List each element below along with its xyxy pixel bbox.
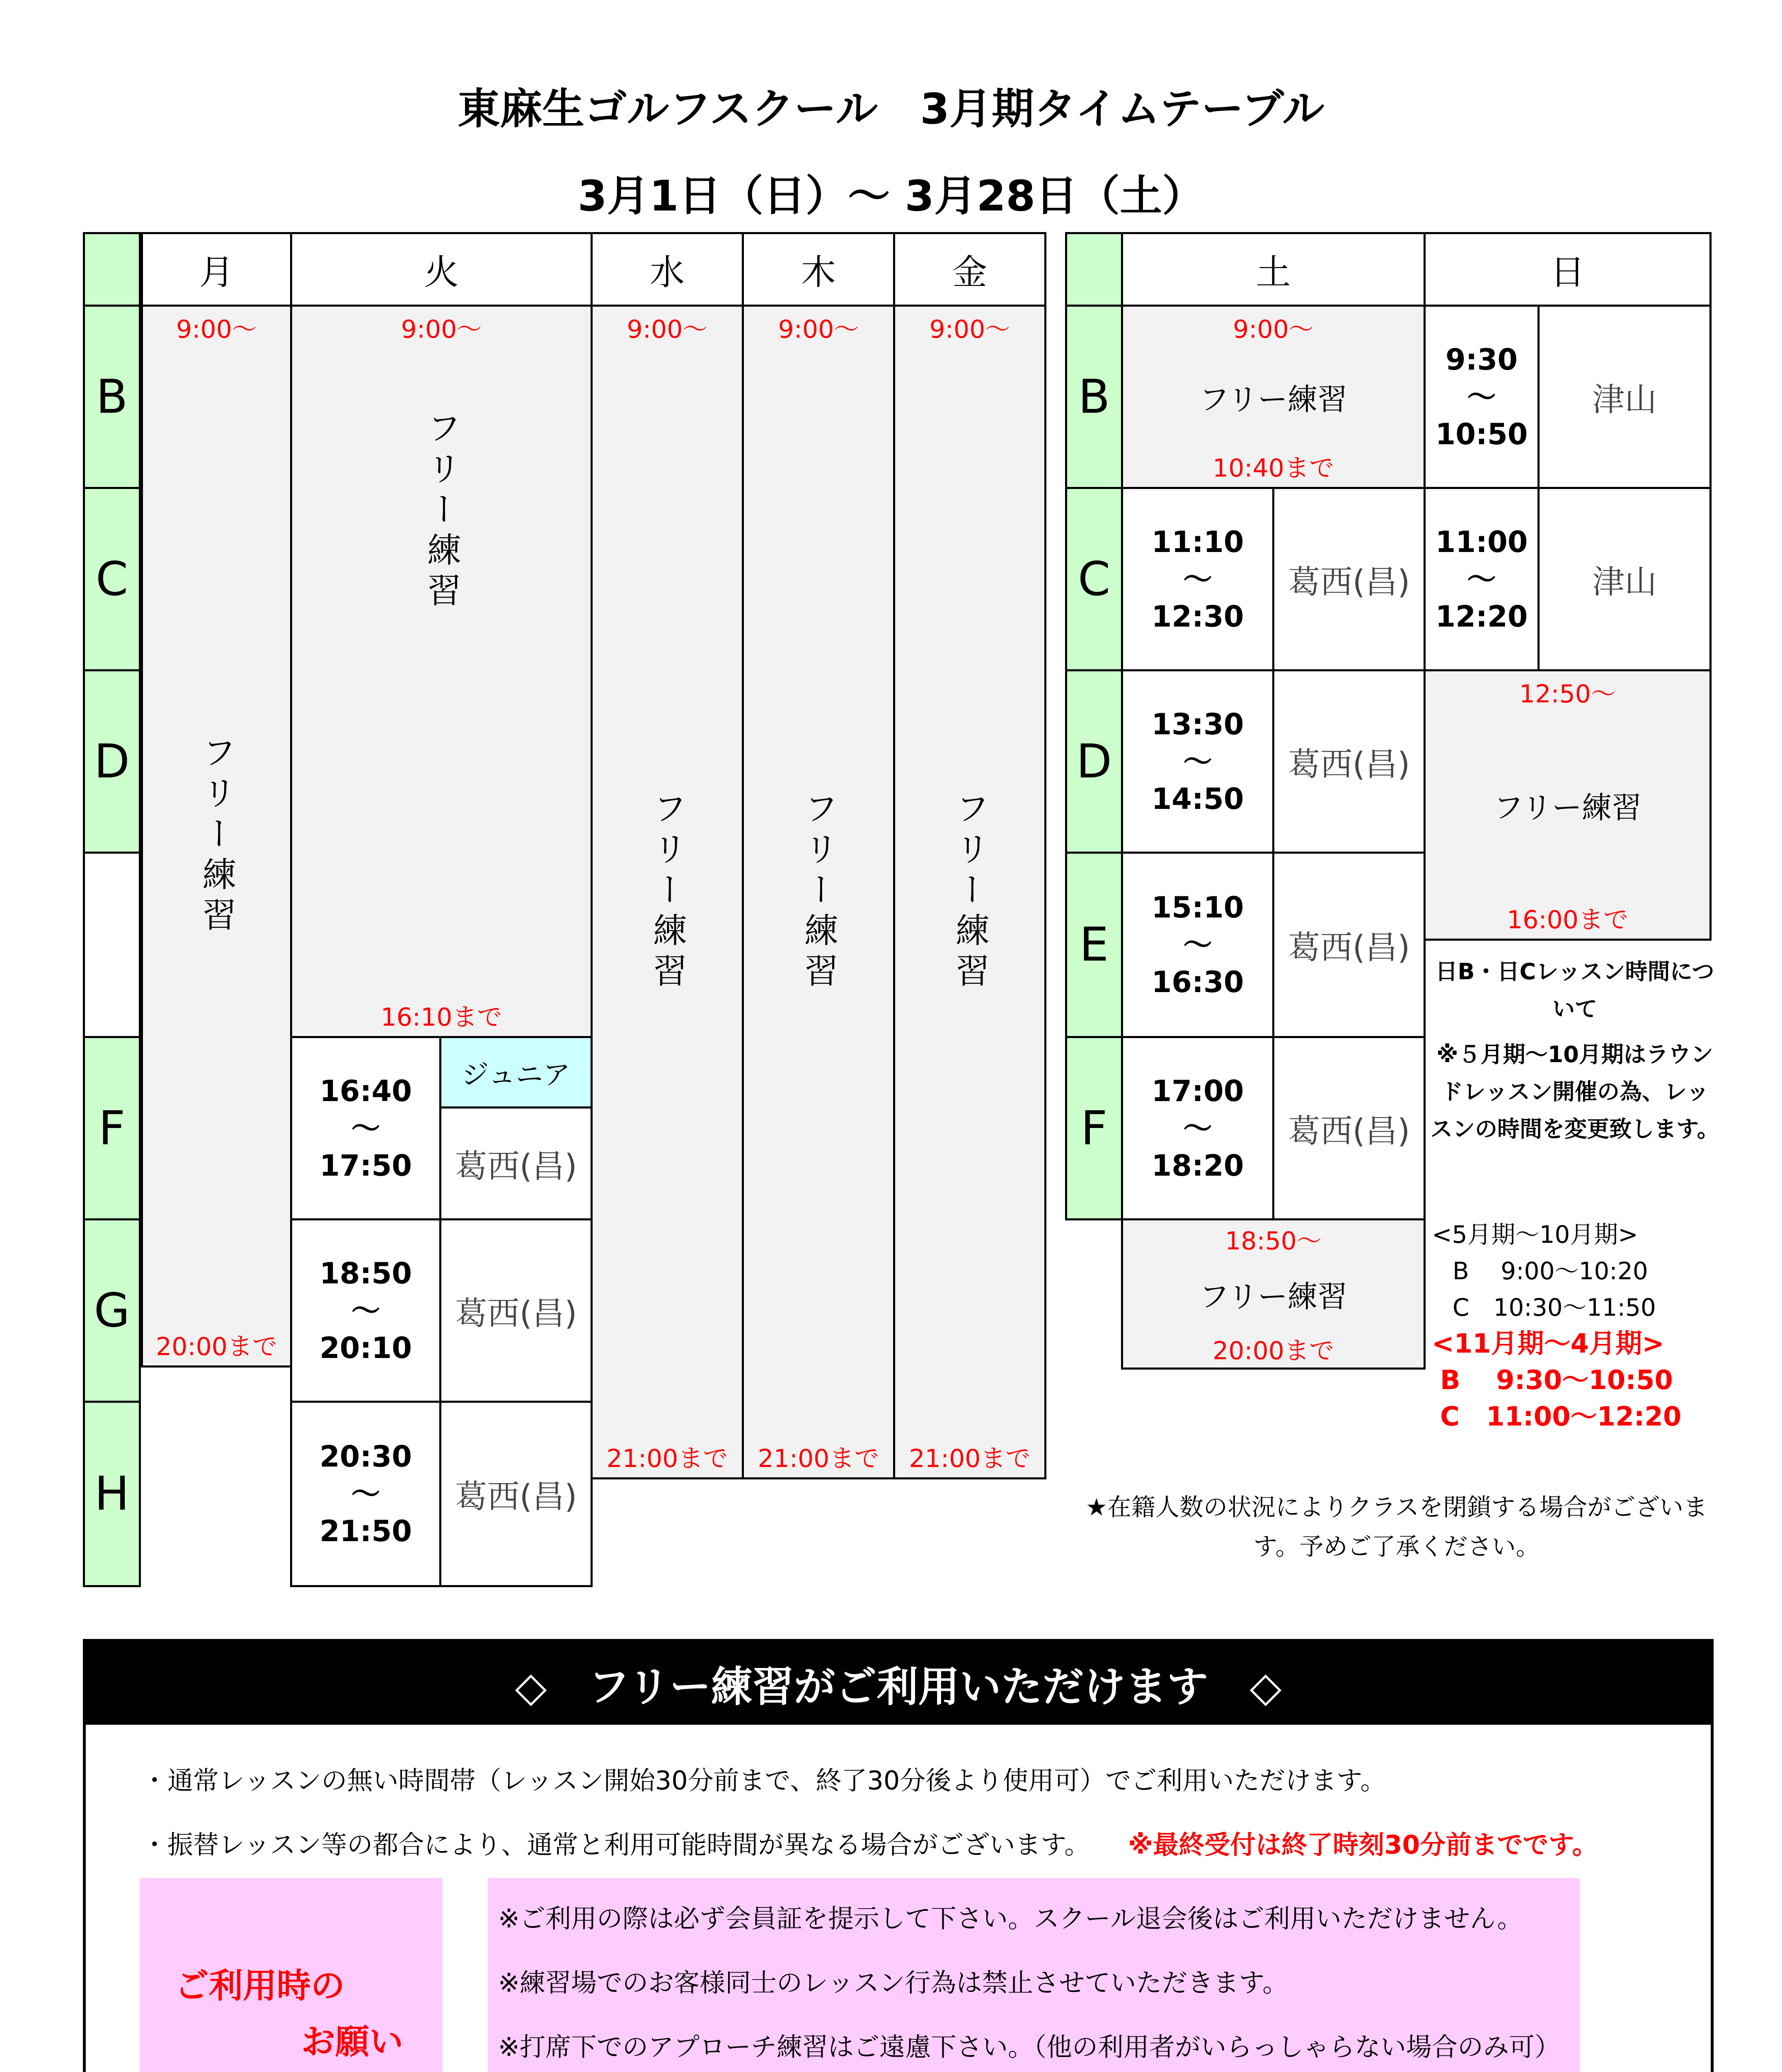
row-label-b: B bbox=[83, 305, 141, 489]
wed-start-time: 9:00～ bbox=[627, 315, 708, 344]
sat-morning-end: 10:40まで bbox=[1213, 454, 1334, 483]
lesson-wave: ～ bbox=[351, 1111, 380, 1145]
free-bullet-2: ・振替レッスン等の都合により、通常と利用可能時間が異なる場合がございます。 bbox=[142, 1830, 1090, 1860]
winter-c-time: C 11:00～12:20 bbox=[1440, 1402, 1682, 1432]
corner-cell bbox=[1065, 232, 1123, 307]
lesson-end: 20:10 bbox=[320, 1331, 412, 1365]
sun-free-start: 12:50～ bbox=[1519, 680, 1616, 709]
fri-end-time: 21:00まで bbox=[909, 1444, 1031, 1473]
tue-lesson-3-time bbox=[290, 1401, 441, 1587]
day-header-thu: 木 bbox=[742, 232, 895, 307]
tue-lesson-2-coach: 葛西(昌) bbox=[439, 1218, 593, 1403]
lesson-end: 12:30 bbox=[1151, 599, 1244, 634]
lesson-wave: ～ bbox=[351, 1477, 380, 1511]
lesson-start: 16:40 bbox=[320, 1074, 412, 1108]
sun-free-label: フリー練習 bbox=[1493, 790, 1642, 825]
row-label-g: G bbox=[83, 1218, 141, 1403]
sat-lesson-1-coach: 葛西(昌) bbox=[1272, 487, 1426, 671]
usage-rule: ※ご利用の際は必ず会員証を提示して下さい。スクール退会後はご利用いただけません。 bbox=[498, 1903, 1523, 1934]
winter-period-label: <11月期～4月期> bbox=[1432, 1329, 1664, 1359]
lesson-end: 10:50 bbox=[1435, 417, 1528, 451]
tue-lesson-3-coach: 葛西(昌) bbox=[439, 1401, 593, 1587]
sat-lesson-2-time bbox=[1121, 669, 1274, 854]
lesson-end: 14:50 bbox=[1151, 782, 1244, 816]
fri-start-time: 9:00～ bbox=[929, 315, 1010, 344]
free-practice-section bbox=[83, 1639, 1714, 2072]
sat-lesson-2-coach: 葛西(昌) bbox=[1272, 669, 1426, 854]
winter-b-time: B 9:30～10:50 bbox=[1440, 1365, 1673, 1396]
sun-lesson-2-coach: 津山 bbox=[1537, 487, 1712, 671]
thu-end-time: 21:00まで bbox=[758, 1444, 879, 1473]
sun-free-end: 16:00まで bbox=[1507, 905, 1628, 934]
wed-end-time: 21:00まで bbox=[606, 1444, 728, 1473]
row-label-c: C bbox=[1065, 487, 1123, 671]
lesson-wave: ～ bbox=[1467, 380, 1496, 414]
sun-lesson-1-time bbox=[1424, 305, 1540, 489]
summer-period-label: <5月期～10月期> bbox=[1432, 1220, 1638, 1249]
class-closure-notice: ★在籍人数の状況によりクラスを閉鎖する場合がございます。予めご了承ください。 bbox=[1085, 1493, 1708, 1561]
day-header-mon: 月 bbox=[141, 232, 292, 307]
free-practice-title: ◇ フリー練習がご利用いただけます ◇ bbox=[86, 1642, 1711, 1725]
mon-free-practice-block bbox=[141, 305, 292, 1368]
free-last-entry-note: ※最終受付は終了時刻30分前までです。 bbox=[1128, 1830, 1598, 1860]
lesson-start: 11:00 bbox=[1435, 525, 1528, 559]
sat-lesson-3-coach: 葛西(昌) bbox=[1272, 852, 1426, 1038]
sat-lesson-4-time bbox=[1121, 1036, 1274, 1220]
tue-free-practice-label: フリー練習 bbox=[421, 410, 461, 613]
sunday-note-heading: 日B・日Cレッスン時間について bbox=[1435, 959, 1714, 1022]
lesson-end: 21:50 bbox=[320, 1514, 412, 1548]
lesson-wave: ～ bbox=[1183, 1111, 1212, 1145]
row-label-h: H bbox=[83, 1401, 141, 1587]
fri-free-practice-label: フリー練習 bbox=[950, 790, 990, 994]
thu-free-practice-label: フリー練習 bbox=[799, 790, 838, 994]
row-label-blank bbox=[83, 852, 141, 1038]
sun-free-block bbox=[1424, 669, 1712, 941]
day-header-sun: 日 bbox=[1424, 232, 1712, 307]
lesson-start: 17:00 bbox=[1151, 1074, 1244, 1108]
tue-free-practice-block bbox=[290, 305, 593, 1038]
lesson-hours-list bbox=[1432, 1216, 1722, 1435]
sat-evening-end: 20:00まで bbox=[1213, 1336, 1334, 1365]
lesson-start: 9:30 bbox=[1445, 342, 1518, 377]
day-header-tue: 火 bbox=[290, 232, 593, 307]
tue-lesson-2-time bbox=[290, 1218, 441, 1403]
mon-free-practice-label: フリー練習 bbox=[197, 734, 236, 938]
page-title: 東麻生ゴルフスクール 3月期タイムテーブル bbox=[458, 85, 1324, 134]
lesson-start: 18:50 bbox=[320, 1256, 412, 1290]
day-header-wed: 水 bbox=[591, 232, 744, 307]
lesson-start: 11:10 bbox=[1151, 525, 1244, 559]
lesson-wave: ～ bbox=[1183, 562, 1212, 596]
usage-rule: ※練習場でのお客様同士のレッスン行為は禁止させていただきます。 bbox=[498, 1968, 1288, 1998]
lesson-end: 18:20 bbox=[1151, 1148, 1244, 1183]
request-label-box bbox=[140, 1878, 442, 2072]
thu-free-practice-block bbox=[742, 305, 895, 1479]
sun-lesson-2-time bbox=[1424, 487, 1540, 671]
sat-morning-free-label: フリー練習 bbox=[1199, 382, 1348, 417]
tue-lesson-1-time bbox=[290, 1036, 441, 1220]
usage-rule: ※打席下でのアプローチ練習はご遠慮下さい。（他の利用者がいらっしゃらない場合のみ可） bbox=[498, 2032, 1560, 2062]
lesson-wave: ～ bbox=[1467, 562, 1496, 596]
lesson-start: 15:10 bbox=[1151, 891, 1244, 925]
sunday-lesson-note bbox=[1430, 953, 1720, 1148]
fri-free-practice-block bbox=[893, 305, 1046, 1479]
sat-evening-free-block bbox=[1121, 1218, 1426, 1370]
mon-end-time: 20:00まで bbox=[156, 1332, 277, 1361]
page-subtitle: 3月1日（日）～ 3月28日（土） bbox=[577, 172, 1205, 221]
sun-lesson-1-coach: 津山 bbox=[1537, 305, 1712, 489]
row-label-d: D bbox=[83, 669, 141, 854]
thu-start-time: 9:00～ bbox=[778, 315, 859, 344]
day-header-sat: 土 bbox=[1121, 232, 1426, 307]
row-label-f: F bbox=[83, 1036, 141, 1220]
lesson-end: 12:20 bbox=[1435, 599, 1528, 634]
lesson-end: 16:30 bbox=[1151, 965, 1244, 999]
request-label-line2: お願い bbox=[301, 2022, 404, 2062]
sat-evening-start: 18:50～ bbox=[1225, 1227, 1322, 1256]
lesson-wave: ～ bbox=[1183, 744, 1212, 779]
mon-start-time: 9:00～ bbox=[176, 315, 257, 344]
sat-lesson-4-coach: 葛西(昌) bbox=[1272, 1036, 1426, 1220]
sunday-note-body: ※５月期～10月期はラウンドレッスン開催の為、レッスンの時間を変更致します。 bbox=[1430, 1041, 1719, 1142]
usage-rules-box bbox=[488, 1878, 1580, 2072]
lesson-start: 20:30 bbox=[320, 1440, 412, 1474]
lesson-start: 13:30 bbox=[1151, 707, 1244, 741]
row-label-f: F bbox=[1065, 1036, 1123, 1220]
tue-lesson-1-coach: 葛西(昌) bbox=[439, 1106, 593, 1220]
corner-cell bbox=[83, 232, 141, 307]
lesson-wave: ～ bbox=[1183, 928, 1212, 962]
row-label-c: C bbox=[83, 487, 141, 671]
summer-b-time: B 9:00～10:20 bbox=[1453, 1257, 1648, 1285]
day-header-fri: 金 bbox=[893, 232, 1046, 307]
summer-c-time: C 10:30～11:50 bbox=[1453, 1293, 1656, 1322]
tue-end-time: 16:10まで bbox=[380, 1003, 502, 1032]
lesson-wave: ～ bbox=[351, 1293, 380, 1328]
free-bullet-1: ・通常レッスンの無い時間帯（レッスン開始30分前まで、終了30分後より使用可）でご利用いただけます。 bbox=[142, 1765, 1386, 1796]
sat-lesson-1-time bbox=[1121, 487, 1274, 671]
sat-evening-free-label: フリー練習 bbox=[1199, 1279, 1348, 1314]
wed-free-practice-block bbox=[591, 305, 744, 1479]
row-label-e: E bbox=[1065, 852, 1123, 1038]
tue-start-time: 9:00～ bbox=[401, 315, 482, 344]
row-label-d: D bbox=[1065, 669, 1123, 854]
tue-junior-label: ジュニア bbox=[439, 1036, 593, 1109]
wed-free-practice-label: フリー練習 bbox=[647, 790, 687, 994]
sat-lesson-3-time bbox=[1121, 852, 1274, 1038]
sat-morning-free-block bbox=[1121, 305, 1426, 489]
row-label-b: B bbox=[1065, 305, 1123, 489]
request-label-line1: ご利用時の bbox=[175, 1966, 345, 2006]
lesson-end: 17:50 bbox=[320, 1148, 412, 1183]
sat-morning-start: 9:00～ bbox=[1233, 315, 1314, 344]
